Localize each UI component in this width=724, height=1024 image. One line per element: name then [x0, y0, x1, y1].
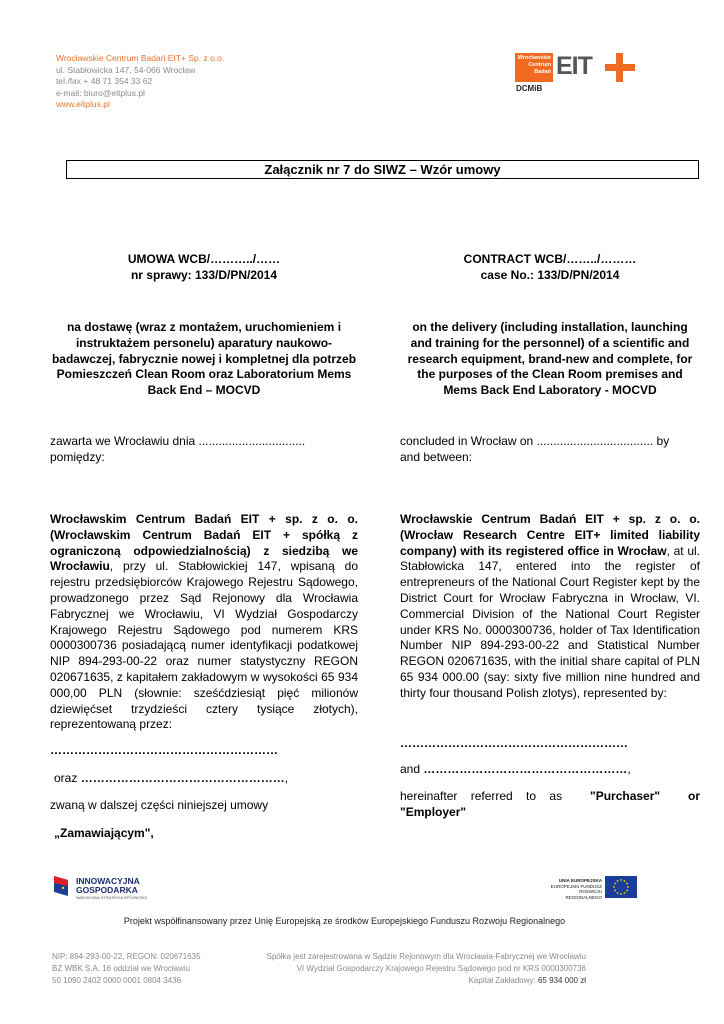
- logo-box-line: Centrum: [528, 62, 551, 68]
- footer-nip-regon: NIP: 894-293-00-22, REGON: 020671635: [52, 952, 201, 961]
- company-website: www.eitplus.pl: [56, 99, 110, 109]
- footer-account: 50 1090 2402 0000 0001 0804 3436: [52, 976, 182, 985]
- ig-line: INNOWACYJNA: [76, 876, 140, 886]
- eu-flag-icon: [605, 876, 637, 898]
- company-name: Wrocławskie Centrum Badań EIT+ Sp. z o.o.: [56, 53, 225, 63]
- hereinafter-clause-pl: zwaną w dalszej części niniejszej umowy: [50, 798, 269, 812]
- logo-box-line: Badań: [534, 69, 551, 75]
- eu-line: EUROPEJSKI FUNDUSZ: [550, 883, 602, 889]
- footer-capital-label: Kapitał Zakładowy:: [468, 976, 538, 985]
- eit-logo: [515, 53, 639, 95]
- contract-number-line: CONTRACT WCB/……../………: [463, 252, 637, 266]
- logo-plus-icon: [605, 53, 635, 82]
- role-bold: „Zamawiającym",: [54, 826, 154, 840]
- logo-box: [515, 53, 553, 82]
- signature-line-1-pl: [50, 743, 358, 759]
- document-title: Załącznik nr 7 do SIWZ – Wzór umowy: [66, 160, 699, 179]
- footer-bank-info: [52, 951, 201, 987]
- case-number-line: case No.: 133/D/PN/2014: [480, 267, 620, 282]
- dotted-line: …………………………………………………: [400, 736, 628, 750]
- oraz-word: oraz: [54, 771, 81, 785]
- role-employer: "Employer": [400, 804, 467, 819]
- signature-line-2-en: [400, 762, 700, 778]
- contract-number-pl: [50, 252, 358, 284]
- party-description-pl: [50, 512, 358, 733]
- party-details: , przy ul. Stabłowickiej 147, wpisaną do rejestru przedsiębiorców Krajowego Rejestru Sądowego, prowadzonego przez Sąd Rejonowy dla Wrocławia Fabrycznej we Wrocławiu, VI Wydział Gospodarczy Krajowego Rejestru Sądowego pod numerem KRS 0000300736 posiadającą numer identyfikacji podatkowej NIP 894-293-00-22 oraz numer statystyczny REGON 020671635, z kapitałem zakładowym w wysokości 65 934 000,00 PLN (słownie: sześćdziesiąt pięć milionów dziewięćset trzydzieści cztery tysiące złotych), reprezentowaną przez:: [50, 559, 358, 732]
- company-address: ul. Stabłowicka 147, 54-066 Wrocław: [56, 64, 196, 75]
- logo-box-line: Wrocławskie: [517, 55, 551, 61]
- party-name-bold: Wrocławskim Centrum Badań EIT + sp. z o. o. (Wrocławskim Centrum Badań EIT + spółką z ograniczoną odpowiedzialnością) z siedzibą we Wrocławiu: [50, 512, 358, 574]
- logo-eit-text: EIT: [556, 52, 592, 80]
- hereinafter-clause-en: [400, 789, 700, 821]
- innowacyjna-gospodarka-logo: [52, 874, 172, 904]
- concluded-clause-pl: [50, 434, 358, 466]
- contract-subject-pl: na dostawę (wraz z montażem, uruchomieniem i instruktażem personelu) aparatury naukowo-badawczej, fabrycznie nowej i kompletnej dla potrzeb Pomieszczeń Clean Room oraz Laboratorium Mems Back End – MOCVD: [51, 320, 357, 398]
- concluded-line: concluded in Wrocław on ................................... by: [400, 434, 670, 448]
- ig-line: GOSPODARKA: [76, 885, 138, 895]
- concluded-line: zawarta we Wrocławiu dnia ................................: [50, 434, 306, 448]
- party-name-bold: Wrocławskie Centrum Badań EIT + sp. z o. o. (Wrocław Research Centre EIT+ limited liability company) with its registered office in Wrocław: [400, 512, 700, 558]
- party-details: , at ul. Stabłowicka 147, entered into the register of entrepreneurs of the National Court Register kept by the District Court for Wrocław Fabryczna in Wrocław, VI. Commercial Division of the National Court Register under KRS No. 0000300736, holder of Tax Identification Number NIP 894-293-00-22 and Statistical Number REGON 020671635, with the initial share capital of PLN 65 934 000.00 (say: sixty five million nine hundred and thirty four thousand Polish zlotys), represented by:: [400, 543, 700, 700]
- case-number-line: nr sprawy: 133/D/PN/2014: [130, 267, 278, 282]
- between-line: pomiędzy:: [50, 449, 105, 464]
- signature-line-2-pl: [54, 771, 354, 787]
- comma: ,: [627, 762, 631, 776]
- role-purchaser: "Purchaser": [590, 789, 661, 803]
- role-name-pl: [54, 826, 154, 842]
- footer-registration-info: [260, 951, 586, 987]
- contract-number-line: UMOWA WCB/………../……: [127, 252, 281, 266]
- comma: ,: [284, 771, 289, 785]
- ig-small-line: NARODOWA STRATEGIA SPÓJNOŚCI: [76, 895, 148, 900]
- dotted-line: …………………………………………………: [50, 743, 278, 757]
- logo-dcmib-text: DCMiB: [516, 84, 543, 93]
- contract-subject-en: on the delivery (including installation, launching and training for the personnel) of a scientific and research equipment, brand-new and complete, for the purposes of the Clean Room premises and Mems Back End Laboratory - MOCVD: [407, 320, 693, 398]
- company-email: e-mail: biuro@eitplus.pl: [56, 87, 145, 98]
- footer-court: Spółka jest zarejestrowana w Sądzie Rejonowym dla Wrocławia-Fabrycznej we Wrocławiu: [266, 952, 586, 961]
- footer-bank: BZ WBK S.A. 16 oddział we Wrocławiu: [52, 964, 191, 973]
- company-phone: tel./fax + 48 71 354 33 62: [56, 76, 153, 86]
- contract-number-en: [400, 252, 700, 284]
- party-description-en: [400, 512, 700, 702]
- eu-logo: [548, 876, 638, 900]
- dotted-line: ……………………………………………: [423, 762, 628, 776]
- eu-line: UNIA EUROPEJSKA: [558, 878, 602, 883]
- hereinafter-text: hereinafter referred to as: [400, 789, 563, 803]
- role-or: or: [688, 789, 700, 803]
- footer-krs: VI Wydział Gospodarczy Krajowego Rejestru Sądowego pod nr KRS 0000300736: [296, 964, 586, 973]
- and-word: and: [400, 762, 424, 776]
- company-header: [56, 53, 224, 111]
- signature-line-1-en: [400, 736, 700, 752]
- concluded-clause-en: [400, 434, 700, 466]
- eu-line: ROZWOJU REGIONALNEGO: [565, 889, 602, 900]
- between-line: and between:: [400, 449, 473, 464]
- ig-flag-icon: [52, 874, 70, 898]
- dotted-line: ……………………………………………: [80, 771, 285, 785]
- footer-capital-value: 65 934 000 zł: [537, 976, 586, 985]
- cofinancing-note: Projekt współfinansowany przez Unię Europejską ze środków Europejskiego Funduszu Rozwoju Regionalnego: [123, 916, 566, 926]
